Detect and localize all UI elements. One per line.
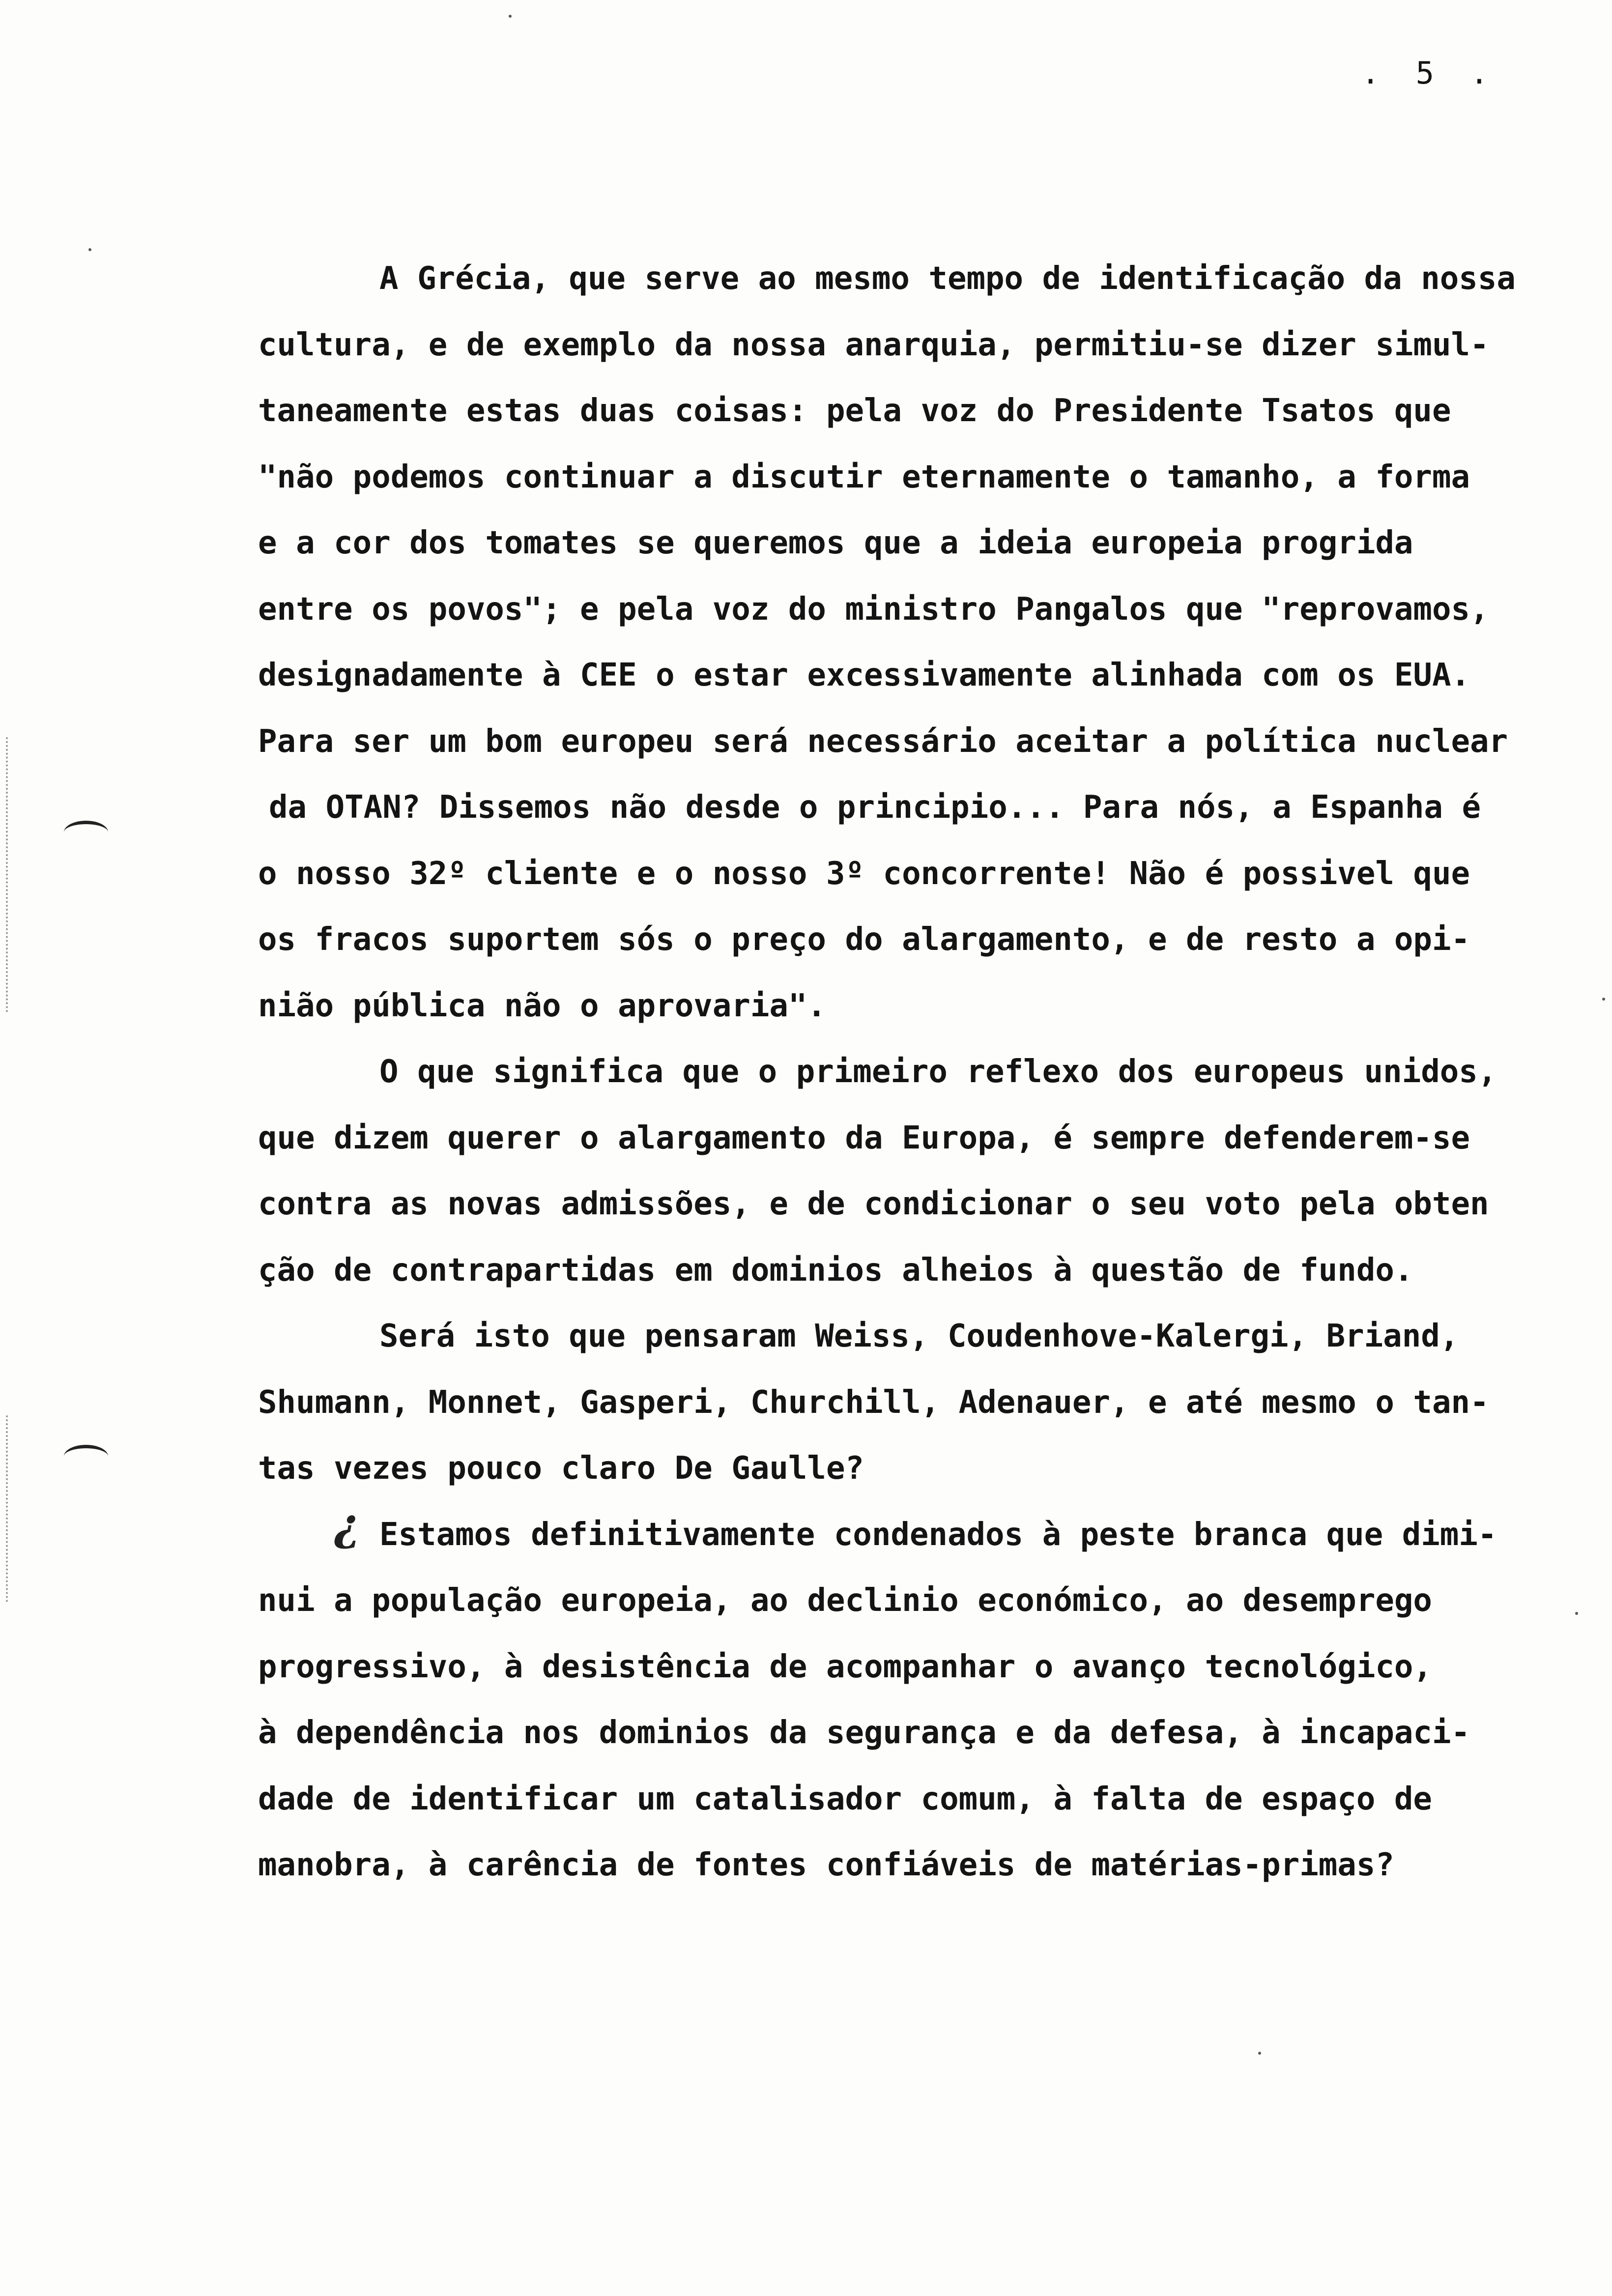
text-line: Para ser um bom europeu será necessário aceitar a política nuclear (258, 723, 1508, 760)
text-line: dade de identificar um catalisador comum, à falta de espaço de (258, 1780, 1432, 1817)
text-line: Será isto que pensaram Weiss, Coudenhove-Kalergi, Briand, (379, 1318, 1459, 1354)
punch-hole-mark-icon (64, 821, 108, 844)
text-line: nui a população europeia, ao declinio económico, ao desemprego (258, 1582, 1432, 1619)
scan-speck (88, 248, 91, 251)
text-line: O que significa que o primeiro reflexo dos europeus unidos, (379, 1054, 1497, 1090)
text-line: contra as novas admissões, e de condicionar o seu voto pela obten (258, 1186, 1489, 1222)
text-line: o nosso 32º cliente e o nosso 3º concorrente! Não é possivel que (258, 855, 1470, 892)
text-line: taneamente estas duas coisas: pela voz do Presidente Tsatos que (258, 393, 1451, 429)
punch-hole-mark-icon (64, 1445, 108, 1468)
binding-edge (6, 1415, 19, 1602)
text-line: progressivo, à desistência de acompanhar o avanço tecnológico, (258, 1648, 1432, 1685)
text-line: que dizem querer o alargamento da Europa, é sempre defenderem-se (258, 1119, 1470, 1156)
text-line: à dependência nos dominios da segurança e da defesa, à incapaci- (258, 1715, 1470, 1751)
text-line: ção de contrapartidas em dominios alheios à questão de fundo. (258, 1252, 1413, 1289)
binding-edge (6, 737, 19, 1012)
text-line: A Grécia, que serve ao mesmo tempo de identificação da nossa (379, 260, 1516, 297)
text-line: "não podemos continuar a discutir eternamente o tamanho, a forma (258, 459, 1470, 495)
text-line: nião pública não o aprovaria". (258, 987, 826, 1024)
page-number: . 5 . (1361, 55, 1497, 91)
scan-speck (1575, 1612, 1578, 1615)
scan-speck (1258, 2052, 1261, 2055)
text-line: os fracos suportem sós o preço do alargamento, e de resto a opi- (258, 921, 1470, 958)
scan-speck (509, 15, 512, 18)
text-line: e a cor dos tomates se queremos que a ideia europeia progrida (258, 525, 1413, 561)
handwritten-mark-icon: ¿ (334, 1499, 360, 1551)
text-line: da OTAN? Dissemos não desde o principio... Para nós, a Espanha é (269, 789, 1481, 826)
text-line: Estamos definitivamente condenados à peste branca que dimi- (379, 1516, 1497, 1553)
text-line: designadamente à CEE o estar excessivamente alinhada com os EUA. (258, 657, 1470, 693)
document-body (258, 246, 1555, 1898)
scan-speck (1602, 998, 1605, 1001)
text-line: tas vezes pouco claro De Gaulle? (258, 1450, 864, 1487)
text-line: Shumann, Monnet, Gasperi, Churchill, Adenauer, e até mesmo o tan- (258, 1384, 1489, 1421)
text-line: entre os povos"; e pela voz do ministro Pangalos que "reprovamos, (258, 591, 1489, 628)
text-line: cultura, e de exemplo da nossa anarquia, permitiu-se dizer simul- (258, 326, 1489, 363)
text-line: manobra, à carência de fontes confiáveis de matérias-primas? (258, 1847, 1394, 1883)
